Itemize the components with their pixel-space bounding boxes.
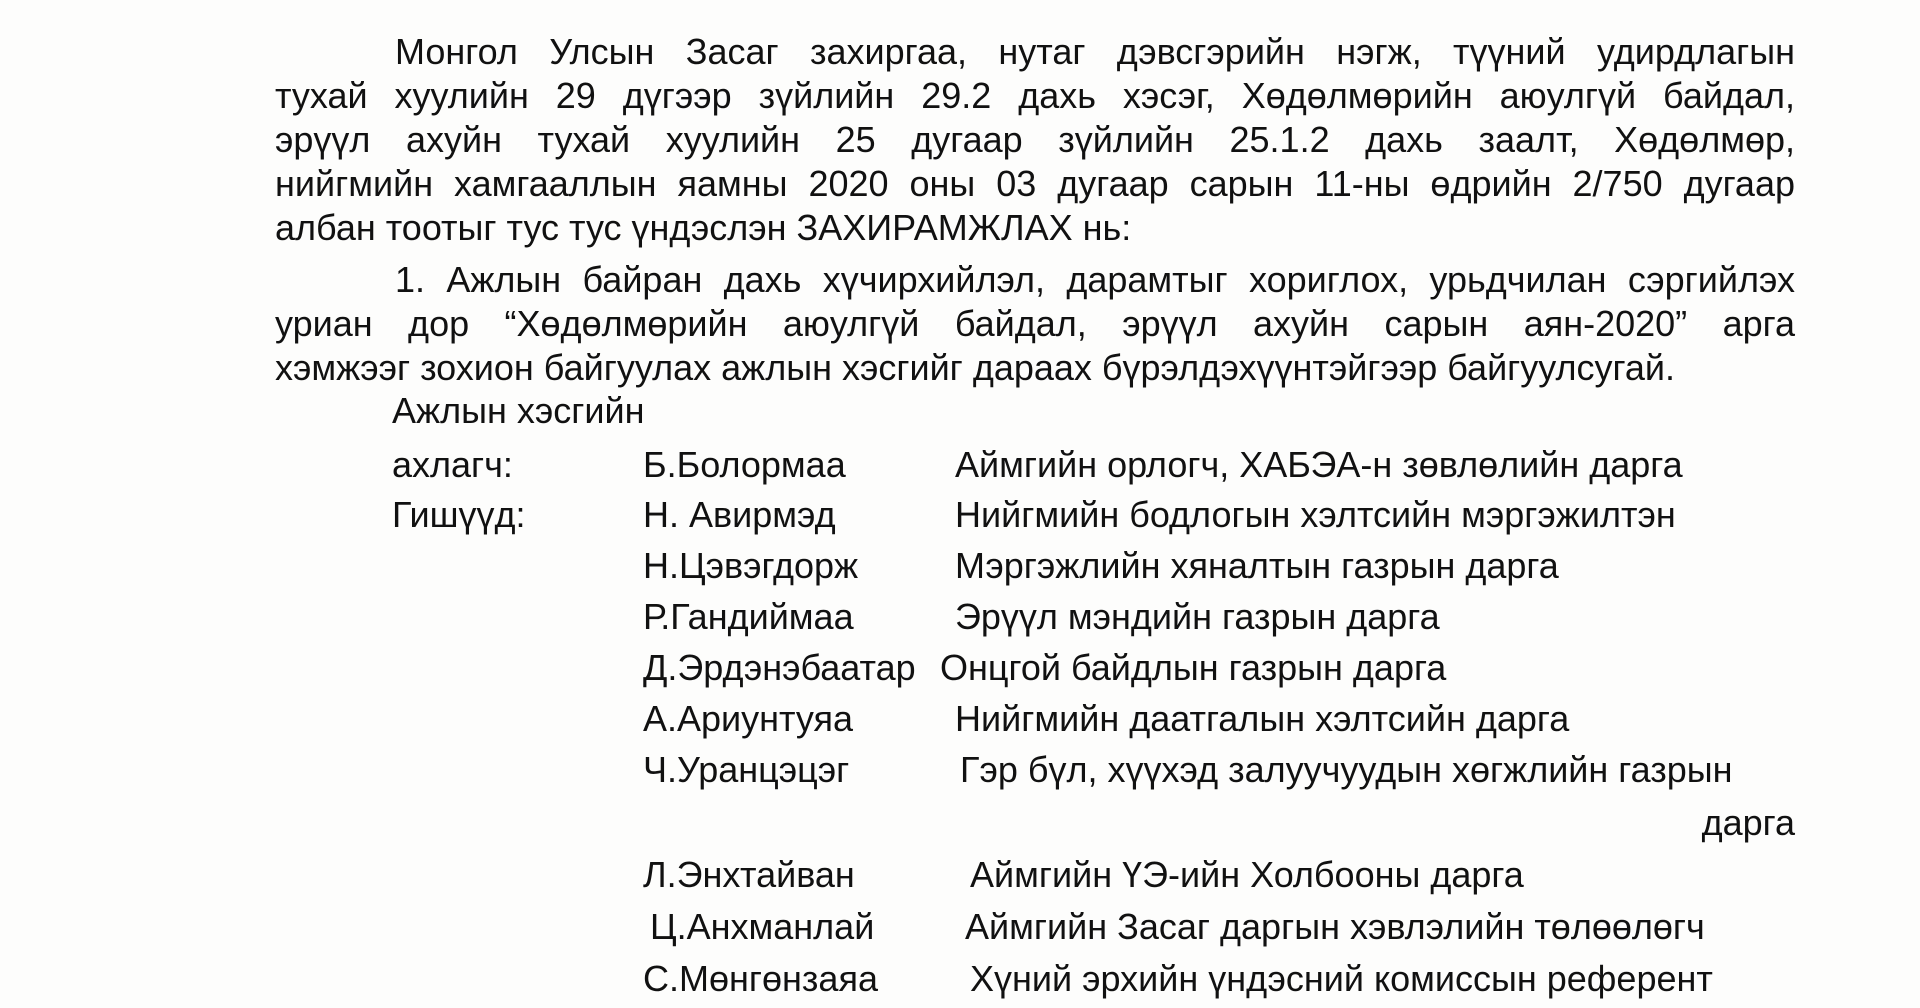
- member-name: Н.Цэвэгдорж: [643, 545, 859, 586]
- paragraph-line: Монгол Улсын Засаг захиргаа, нутаг дэвсгэрийн нэгж, түүний удирдлагын: [395, 31, 1795, 72]
- member-name: Ц.Анхманлай: [650, 906, 875, 947]
- paragraph-line: тухай хуулийн 29 дүгээр зүйлийн 29.2 дахь хэсэг, Хөдөлмөрийн аюулгүй байдал,: [275, 75, 1795, 116]
- member-row: [0, 902, 1920, 952]
- member-name: Ч.Уранцэцэг: [643, 749, 850, 790]
- working-group-heading: Ажлын хэсгийн: [392, 390, 645, 431]
- paragraph-line: уриан дор “Хөдөлмөрийн аюулгүй байдал, эрүүл ахуйн сарын аян-2020” арга: [275, 303, 1795, 344]
- leader-row: [0, 440, 1920, 490]
- leader-position: Аймгийн орлогч, ХАБЭА-н зөвлөлийн дарга: [955, 444, 1683, 485]
- member-position-continuation-row: [0, 798, 1920, 848]
- decree-basis-paragraph: [275, 30, 1795, 250]
- paragraph-line: хэмжээг зохион байгуулах ажлын хэсгийг дараах бүрэлдэхүүнтэйгээр байгуулсугай.: [275, 347, 1675, 388]
- member-position: Хүний эрхийн үндэсний комиссын референт: [970, 958, 1713, 999]
- leader-role-label: ахлагч:: [392, 444, 513, 485]
- member-row: [0, 592, 1920, 642]
- member-position: Аймгийн Засаг даргын хэвлэлийн төлөөлөгч: [965, 906, 1705, 947]
- member-row: [0, 954, 1920, 1004]
- paragraph-line: эрүүл ахуйн тухай хуулийн 25 дугаар зүйлийн 25.1.2 дахь заалт, Хөдөлмөр,: [275, 119, 1795, 160]
- member-row: [0, 745, 1920, 795]
- member-name: Р.Гандиймаа: [643, 596, 854, 637]
- member-position: Онцгой байдлын газрын дарга: [940, 647, 1447, 688]
- member-name: А.Ариунтуяа: [643, 698, 854, 739]
- paragraph-line: нийгмийн хамгааллын яамны 2020 оны 03 дугаар сарын 11-ны өдрийн 2/750 дугаар: [275, 163, 1795, 204]
- member-row: [0, 490, 1920, 540]
- member-name: Д.Эрдэнэбаатар: [643, 647, 916, 688]
- member-name: Н. Авирмэд: [643, 494, 836, 535]
- leader-name: Б.Болормаа: [643, 444, 846, 485]
- members-label: Гишүүд:: [392, 494, 526, 535]
- member-row: [0, 694, 1920, 744]
- member-position: Эрүүл мэндийн газрын дарга: [955, 596, 1440, 637]
- member-position: Аймгийн ҮЭ-ийн Холбооны дарга: [970, 854, 1524, 895]
- member-position: Нийгмийн даатгалын хэлтсийн дарга: [955, 698, 1570, 739]
- decree-item-1-paragraph: [275, 258, 1795, 390]
- member-row: [0, 541, 1920, 591]
- member-name: Л.Энхтайван: [643, 854, 855, 895]
- paragraph-line: албан тоотыг тус тус үндэслэн ЗАХИРАМЖЛАХ нь:: [275, 207, 1132, 248]
- member-row: [0, 643, 1920, 693]
- member-position-continuation: дарга: [1701, 802, 1795, 843]
- member-name: С.Мөнгөнзаяа: [643, 958, 878, 999]
- member-position: Гэр бүл, хүүхэд залуучуудын хөгжлийн газрын: [960, 749, 1733, 790]
- member-row: [0, 850, 1920, 900]
- member-position: Мэргэжлийн хяналтын газрын дарга: [955, 545, 1559, 586]
- paragraph-line: 1. Ажлын байран дахь хүчирхийлэл, дарамтыг хориглох, урьдчилан сэргийлэх: [395, 259, 1795, 300]
- member-position: Нийгмийн бодлогын хэлтсийн мэргэжилтэн: [955, 494, 1676, 535]
